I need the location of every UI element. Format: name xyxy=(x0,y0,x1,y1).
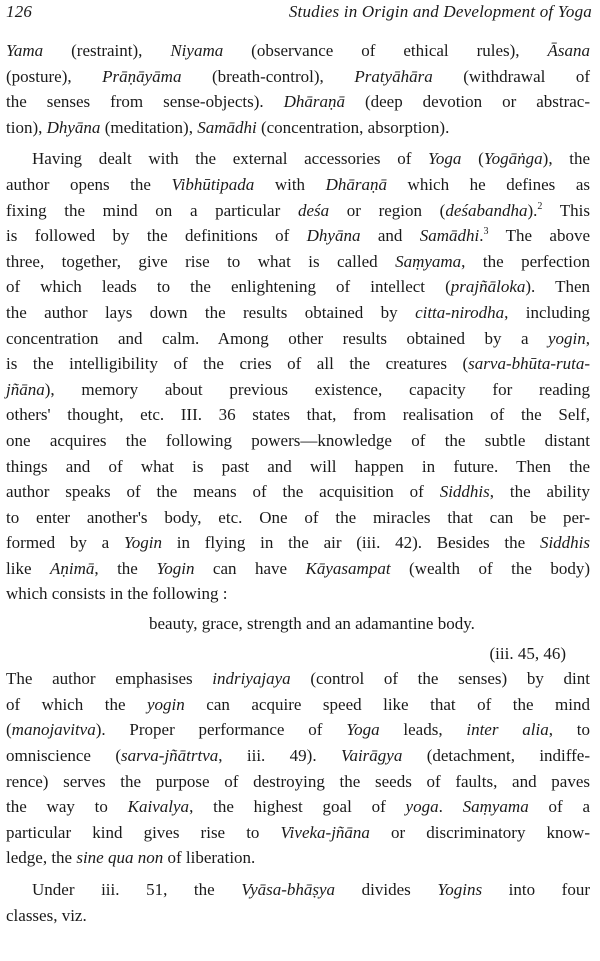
text-run: divides xyxy=(335,880,438,899)
text-line xyxy=(6,794,590,820)
text-run: (breath-control), xyxy=(181,66,355,86)
italic-term: Dhāraṇā xyxy=(283,92,345,112)
text-line xyxy=(6,377,590,403)
text-run: , the ability xyxy=(489,482,590,502)
text-run: , including xyxy=(504,302,590,322)
text-run: to enter another's body, etc. One of the miracles that can be per- xyxy=(6,507,590,527)
paragraph xyxy=(6,38,590,140)
text-run: of which the xyxy=(6,694,147,714)
text-run: (wealth of the body) xyxy=(390,558,590,578)
text-run: can acquire speed like that of the mind xyxy=(184,694,590,714)
text-run: like xyxy=(6,558,50,578)
running-title: Studies in Origin and Development of Yoga xyxy=(288,2,592,21)
text-line xyxy=(6,172,590,198)
italic-term: yogin xyxy=(547,328,586,348)
text-line xyxy=(6,146,590,172)
italic-term: inter alia xyxy=(466,720,549,740)
text-run: classes, viz. xyxy=(6,905,87,925)
italic-term: prajñāloka xyxy=(450,277,526,297)
italic-term: sarva-bhūta-ruta- xyxy=(468,354,590,374)
text-run: ). Then xyxy=(525,277,590,297)
italic-term: manojavitva xyxy=(11,720,96,740)
italic-term: Vyāsa-bhāṣya xyxy=(241,880,336,899)
quote-citation: (iii. 45, 46) xyxy=(489,643,566,663)
text-run: (concentration, absorption). xyxy=(256,117,450,137)
text-run: one acquires the following powers—knowledge of the subtle distant xyxy=(6,430,590,450)
text-line xyxy=(6,479,590,505)
text-run: Having dealt with the external accessories of xyxy=(32,149,429,169)
text-line xyxy=(6,402,590,428)
text-line xyxy=(6,38,590,64)
italic-term: deśa xyxy=(297,200,330,220)
text-run: , xyxy=(585,328,590,348)
italic-term: Prāṇāyāma xyxy=(102,66,182,86)
text-run: ( xyxy=(6,720,12,740)
text-line xyxy=(6,223,590,249)
text-line xyxy=(6,428,590,454)
text-run: particular kind gives rise to xyxy=(6,822,281,842)
text-run: ledge, the xyxy=(6,848,77,868)
footnote-marker: 3 xyxy=(483,226,489,238)
text-line xyxy=(6,743,590,769)
italic-term: Yogin xyxy=(123,533,163,553)
text-line xyxy=(6,198,590,224)
text-line xyxy=(6,692,590,718)
paragraph xyxy=(6,146,590,607)
text-run: (control of the senses) by dint xyxy=(290,669,590,689)
text-run: fixing the mind on a particular xyxy=(6,200,298,220)
italic-term: Yogin xyxy=(156,558,195,578)
text-line xyxy=(6,64,590,90)
text-run: author speaks of the means of the acquisition of xyxy=(6,482,440,502)
text-run: The above xyxy=(488,226,590,246)
text-run: The author emphasises xyxy=(6,669,213,689)
text-run: three, together, give rise to what is called xyxy=(6,251,396,271)
text-run: (meditation), xyxy=(100,117,198,137)
text-run: ). Proper performance of xyxy=(95,720,347,740)
text-line xyxy=(6,454,590,480)
text-line xyxy=(6,556,590,582)
text-line xyxy=(6,530,590,556)
italic-term: Aṇimā xyxy=(49,558,95,578)
text-run: , the highest goal of xyxy=(189,797,406,817)
text-run: (deep devotion or abstrac- xyxy=(345,92,590,112)
text-line xyxy=(6,877,590,903)
text-run: of liberation. xyxy=(163,848,256,868)
text-run: is followed by the definitions of xyxy=(6,226,307,246)
italic-term: sarva-jñātrtva xyxy=(121,746,219,766)
page-body xyxy=(6,38,590,928)
italic-term: Yogāṅga xyxy=(483,149,543,169)
text-run: the way to xyxy=(6,797,128,817)
text-run: the senses from sense-objects). xyxy=(6,92,284,112)
text-run: with xyxy=(254,174,326,194)
italic-term: Samādhi xyxy=(419,226,480,246)
text-run: formed by a xyxy=(6,533,124,553)
text-run: (restraint), xyxy=(43,41,171,60)
text-run: , to xyxy=(548,720,590,740)
italic-term: Siddhis xyxy=(439,482,490,502)
italic-term: Siddhis xyxy=(539,533,590,553)
italic-term: citta-nirodha xyxy=(415,302,505,322)
text-run: , the perfection xyxy=(461,251,590,271)
text-run: of a xyxy=(528,797,590,817)
text-line xyxy=(6,274,590,300)
italic-term: sine qua non xyxy=(76,848,164,868)
text-line xyxy=(6,326,590,352)
text-block-after-quote xyxy=(6,666,590,928)
text-line xyxy=(6,666,590,692)
paragraph xyxy=(6,666,590,871)
italic-term: Viveka-jñāna xyxy=(280,822,370,842)
italic-term: Niyama xyxy=(170,41,224,60)
text-run: omniscience ( xyxy=(6,746,121,766)
text-run: in flying in the air (iii. 42). Besides the xyxy=(162,533,540,553)
text-run: into four xyxy=(482,880,591,899)
italic-term: jñāna xyxy=(6,379,45,399)
footnote-marker: 2 xyxy=(537,200,543,212)
text-line xyxy=(6,581,590,607)
text-run: author opens the xyxy=(6,174,172,194)
text-line xyxy=(6,769,590,795)
text-line xyxy=(6,505,590,531)
text-run: the author lays down the results obtained by xyxy=(6,302,416,322)
text-run: concentration and calm. Among other results obtained by a xyxy=(6,328,548,348)
italic-term: deśabandha xyxy=(445,200,528,220)
text-run: leads, xyxy=(379,720,467,740)
text-run: . xyxy=(438,797,463,817)
text-line xyxy=(6,820,590,846)
italic-term: Saṃyama xyxy=(395,251,462,271)
text-run: This xyxy=(542,200,590,220)
text-run: Under iii. 51, the xyxy=(32,880,242,899)
text-run: (observance of ethical rules), xyxy=(223,41,548,60)
italic-term: Pratyāhāra xyxy=(354,66,433,86)
text-run: of which leads to the enlightening of intellect ( xyxy=(6,277,451,297)
italic-term: Dhyāna xyxy=(46,117,101,137)
text-run: ), the xyxy=(542,149,591,169)
text-run: or discriminatory know- xyxy=(369,822,590,842)
text-run: , iii. 49). xyxy=(218,746,341,766)
text-run: rence) serves the purpose of destroying the seeds of faults, and paves xyxy=(6,771,590,791)
italic-term: Vibhūtipada xyxy=(171,174,255,194)
text-run: tion), xyxy=(6,117,47,137)
text-run: which he defines as xyxy=(387,174,591,194)
text-line xyxy=(6,300,590,326)
text-line xyxy=(6,89,590,115)
italic-term: indriyajaya xyxy=(212,669,291,689)
text-line xyxy=(6,903,590,929)
italic-term: yoga xyxy=(405,797,439,817)
italic-term: Dhyāna xyxy=(306,226,361,246)
text-run: , the xyxy=(94,558,157,578)
italic-term: Kāyasampat xyxy=(305,558,391,578)
text-run: others' thought, etc. III. 36 states that, from realisation of the Self, xyxy=(6,405,590,425)
italic-term: Dhāraṇā xyxy=(325,174,387,194)
text-run: or region ( xyxy=(329,200,446,220)
text-run: . xyxy=(479,226,484,246)
text-line xyxy=(6,249,590,275)
italic-term: Āsana xyxy=(547,41,590,60)
italic-term: Vairāgya xyxy=(340,746,403,766)
text-run: things and of what is past and will happen in future. Then the xyxy=(6,456,590,476)
italic-term: Kaivalya xyxy=(127,797,190,817)
italic-term: Yama xyxy=(6,41,44,60)
text-run: (withdrawal of xyxy=(432,66,590,86)
paragraph xyxy=(6,877,590,928)
text-run: ). xyxy=(527,200,538,220)
italic-term: Samādhi xyxy=(197,117,257,137)
text-run: (posture), xyxy=(6,66,103,86)
text-run: ( xyxy=(461,149,484,169)
text-run: which consists in the following : xyxy=(6,584,228,604)
italic-term: Yogins xyxy=(437,880,483,899)
text-run: ), memory about previous existence, capacity for reading xyxy=(44,379,590,399)
text-line xyxy=(6,115,590,141)
block-quote: beauty, grace, strength and an adamantine body. xyxy=(149,614,475,634)
italic-term: Yoga xyxy=(346,720,380,740)
text-block-before-quote xyxy=(6,38,590,607)
text-run: (detachment, indiffe- xyxy=(402,746,590,766)
text-line xyxy=(6,717,590,743)
italic-term: Yoga xyxy=(428,149,462,169)
text-line xyxy=(6,351,590,377)
italic-term: Saṃyama xyxy=(462,797,529,817)
page-number: 126 xyxy=(6,2,33,21)
text-run: can have xyxy=(194,558,306,578)
italic-term: yogin xyxy=(147,694,185,714)
text-run: is the intelligibility of the cries of all the creatures ( xyxy=(6,354,469,374)
text-line xyxy=(6,845,590,871)
running-header xyxy=(6,2,592,28)
text-run: and xyxy=(360,226,420,246)
